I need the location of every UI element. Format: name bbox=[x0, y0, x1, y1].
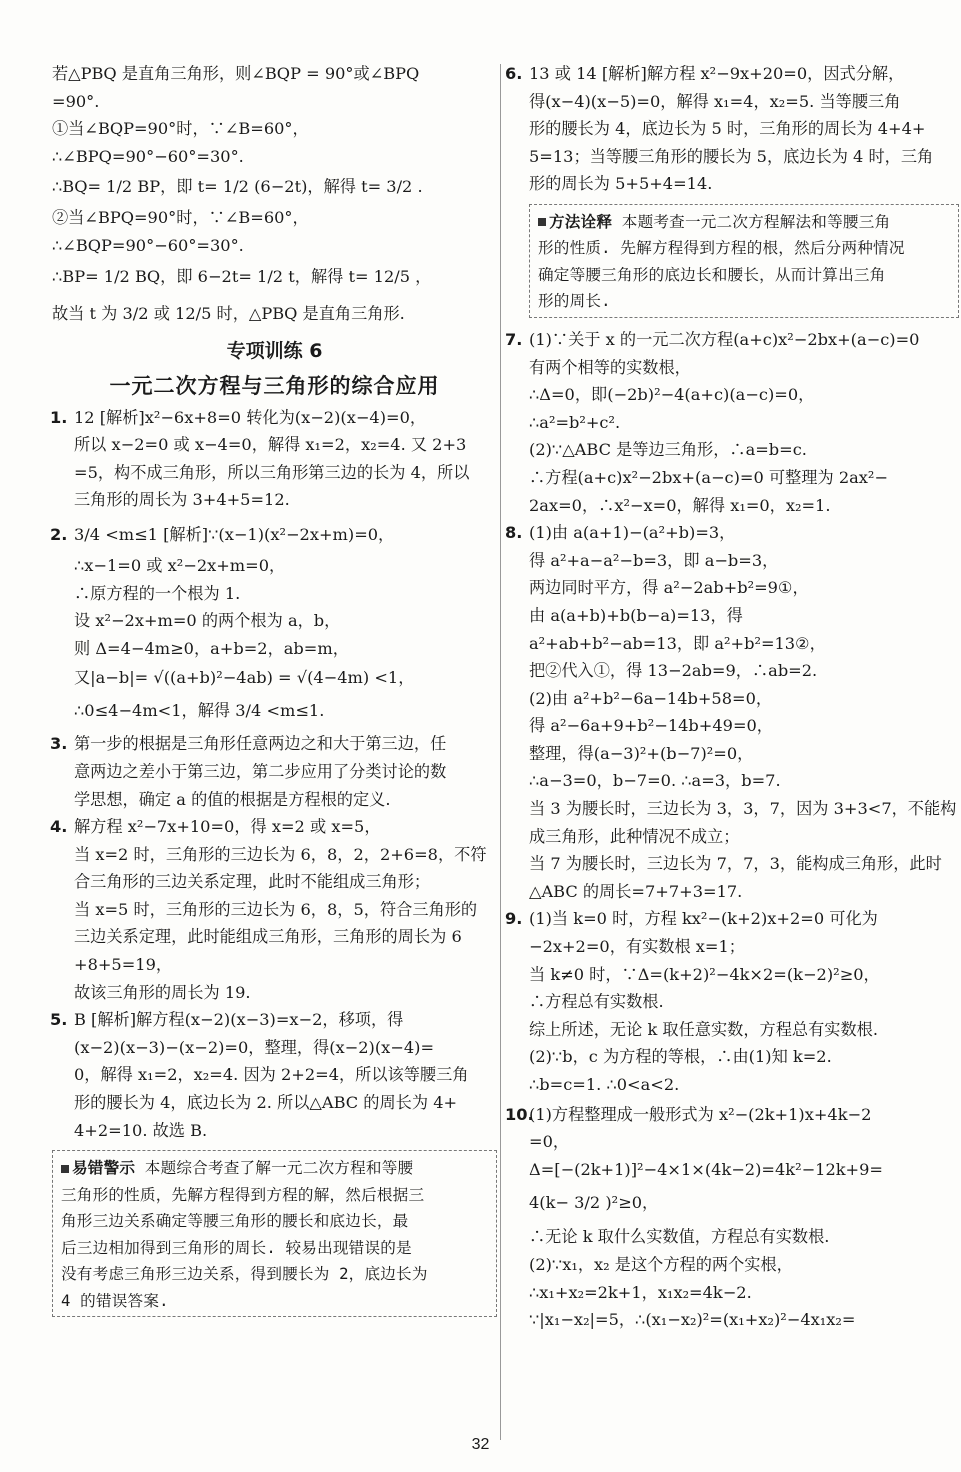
answer-item-3 bbox=[52, 730, 497, 813]
text-line: ∴方程总有实数根. bbox=[529, 992, 664, 1012]
text-line: (2)由 a²+b²−6a−14b+58=0， bbox=[529, 688, 773, 708]
text-line: 4 的错误答案. bbox=[61, 1291, 169, 1310]
text-line: 形的周长为 5+5+4=14. bbox=[529, 174, 713, 194]
text-line: 角形三边关系确定等腰三角形的腰长和底边长，最 bbox=[61, 1212, 409, 1231]
square-bullet-icon bbox=[61, 1165, 69, 1173]
text-line: 三角形的周长为 3+4+5=12. bbox=[74, 490, 290, 510]
section-title: 专项训练 6 bbox=[226, 339, 323, 362]
item-number: 7. bbox=[505, 329, 523, 349]
text-line: 当 x=2 时，三角形的三边长为 6，8，2，2+6=8，不符 bbox=[74, 844, 487, 864]
text-line: B [解析]解方程(x−2)(x−3)=x−2，移项，得 bbox=[74, 1010, 404, 1030]
text-line: 当 3 为腰长时，三边长为 3，3，7，因为 3+3<7，不能构 bbox=[529, 799, 957, 819]
text-line: ∴b=c=1. ∴0<a<2. bbox=[529, 1075, 680, 1094]
text-line: 两边同时平方，得 a²−2ab+b²=9①， bbox=[529, 578, 809, 598]
text-line: (1)方程整理成一般形式为 x²−(2k+1)x+4k−2 bbox=[529, 1104, 872, 1124]
text-line: (2)∵△ABC 是等边三角形，∴a=b=c. bbox=[529, 440, 807, 460]
text-line: 学思想，确定 a 的值的根据是方程根的定义. bbox=[74, 789, 391, 809]
text-line: 得 a²−6a+9+b²−14b+49=0， bbox=[529, 716, 773, 736]
text-line: 当 x=5 时，三角形的三边长为 6，8，5，符合三角形的 bbox=[74, 899, 478, 919]
text-line: 第一步的根据是三角形任意两边之和大于第三边，任 bbox=[74, 734, 447, 754]
box-label: 方法诠释 bbox=[549, 212, 613, 231]
box-label: 易错警示 bbox=[72, 1159, 136, 1178]
text-line: a²+ab+b²−ab=13，即 a²+b²=13②， bbox=[529, 633, 826, 653]
text-line: 形的腰长为 4，底边长为 2. 所以△ABC 的周长为 4+ bbox=[74, 1093, 458, 1113]
text-line: 三角形的性质，先解方程得到方程的解，然后根据三 bbox=[61, 1185, 425, 1204]
text-line: ∴Δ=0，即(−2b)²−4(a+c)(a−c)=0， bbox=[529, 385, 815, 405]
item-number: 2. bbox=[50, 524, 68, 544]
text-line: ∴x₁+x₂=2k+1，x₁x₂=4k−2. bbox=[529, 1282, 752, 1302]
text-line: 得 a²+a−a²−b=3，即 a−b=3， bbox=[529, 550, 779, 570]
text-line: ∴BQ= 1/2 BP，即 t= 1/2 (6−2t)，解得 t= 3/2 . bbox=[52, 177, 423, 197]
intro-solution bbox=[52, 60, 497, 334]
text-line: (1)由 a(a+1)−(a²+b)=3， bbox=[529, 523, 736, 543]
answer-item-7 bbox=[507, 326, 959, 519]
column-divider bbox=[500, 64, 501, 1440]
text-line: 没有考虑三角形三边关系，得到腰长为 2，底边长为 bbox=[61, 1265, 428, 1284]
error-warning-box bbox=[52, 1150, 497, 1317]
text-line: 后三边相加得到三角形的周长. 较易出现错误的是 bbox=[61, 1238, 412, 1257]
text-line: ∵|x₁−x₂|=5，∴(x₁−x₂)²=(x₁+x₂)²−4x₁x₂= bbox=[529, 1310, 856, 1330]
text-line: ∴方程(a+c)x²−2bx+(a−c)=0 可整理为 2ax²− bbox=[529, 467, 888, 487]
text-line: (x−2)(x−3)−(x−2)=0，整理，得(x−2)(x−4)= bbox=[74, 1037, 435, 1057]
text-line: (2)∵x₁，x₂ 是这个方程的两个实根， bbox=[529, 1254, 793, 1274]
item-number: 5. bbox=[50, 1010, 68, 1030]
text-line: (1)当 k=0 时，方程 kx²−(k+2)x+2=0 可化为 bbox=[529, 909, 878, 929]
text-line: 解方程 x²−7x+10=0，得 x=2 或 x=5， bbox=[74, 817, 381, 837]
answer-item-10 bbox=[507, 1101, 959, 1334]
text-line: 由 a(a+b)+b(b−a)=13，得 bbox=[529, 605, 743, 625]
left-column bbox=[52, 60, 497, 1325]
text-line: 4(k− 3/2 )²≥0， bbox=[529, 1193, 659, 1213]
text-line: ∴∠BQP=90°−60°=30°. bbox=[52, 235, 244, 255]
text-line: 若△PBQ 是直角三角形，则∠BQP = 90°或∠BPQ bbox=[52, 64, 420, 83]
right-column bbox=[507, 60, 959, 1334]
item-number: 3. bbox=[50, 734, 68, 754]
page-number: 32 bbox=[471, 1436, 490, 1453]
text-line: 本题综合考查了解一元二次方程和等腰 bbox=[144, 1159, 414, 1178]
answer-item-8 bbox=[507, 519, 959, 905]
answer-item-4 bbox=[52, 813, 497, 1006]
text-line: 当 7 为腰长时，三边长为 7，7，3，能构成三角形，此时 bbox=[529, 854, 942, 874]
item-number: 1. bbox=[50, 407, 68, 427]
text-line: 4+2=10. 故选 B. bbox=[74, 1120, 208, 1140]
text-line: 故该三角形的周长为 19. bbox=[74, 982, 251, 1002]
text-line: 12 [解析]x²−6x+8=0 转化为(x−2)(x−4)=0， bbox=[74, 407, 427, 427]
text-line: 形的腰长为 4，底边长为 5 时，三角形的周长为 4+4+ bbox=[529, 119, 926, 139]
answer-item-1 bbox=[52, 404, 497, 514]
text-line: 5=13；当等腰三角形的腰长为 5，底边长为 4 时，三角 bbox=[529, 146, 934, 166]
text-line: 0，解得 x₁=2，x₂=4. 因为 2+2=4，所以该等腰三角 bbox=[74, 1065, 469, 1085]
text-line: 意两边之差小于第三边，第二步应用了分类讨论的数 bbox=[74, 761, 447, 781]
text-line: 又|a−b|= √((a+b)²−4ab) = √(4−4m) <1， bbox=[74, 668, 415, 688]
text-line: 本题考查一元二次方程解法和等腰三角 bbox=[621, 212, 891, 231]
text-line: 2ax=0，∴x²−x=0，解得 x₁=0，x₂=1. bbox=[529, 495, 831, 515]
answer-item-5 bbox=[52, 1006, 497, 1144]
item-number: 8. bbox=[505, 523, 523, 543]
text-line: ∴a−3=0，b−7=0. ∴a=3，b=7. bbox=[529, 771, 781, 791]
text-line: 所以 x−2=0 或 x−4=0，解得 x₁=2，x₂=4. 又 2+3 bbox=[74, 435, 467, 455]
answer-item-2 bbox=[52, 518, 497, 728]
text-line: ∴0≤4−4m<1，解得 3/4 <m≤1. bbox=[74, 701, 325, 721]
text-line: ∴a²=b²+c². bbox=[529, 412, 621, 432]
text-line: 成三角形，此种情况不成立； bbox=[529, 826, 740, 846]
text-line: 综上所述，无论 k 取任意实数，方程总有实数根. bbox=[529, 1019, 878, 1039]
text-line: 形的周长. bbox=[538, 292, 611, 311]
text-line: 有两个相等的实数根， bbox=[529, 357, 691, 377]
item-number: 9. bbox=[505, 909, 523, 929]
answer-item-9 bbox=[507, 905, 959, 1098]
item-number: 6. bbox=[505, 64, 523, 83]
square-bullet-icon bbox=[538, 218, 546, 226]
text-line: 13 或 14 [解析]解方程 x²−9x+20=0，因式分解， bbox=[529, 64, 905, 83]
text-line: 形的性质. 先解方程得到方程的根，然后分两种情况 bbox=[538, 239, 905, 258]
text-line: 整理，得(a−3)²+(b−7)²=0， bbox=[529, 743, 754, 763]
text-line: =5，构不成三角形，所以三角形第三边的长为 4，所以 bbox=[74, 462, 470, 482]
answer-item-6 bbox=[507, 60, 959, 198]
text-line: △ABC 的周长=7+7+3=17. bbox=[529, 881, 743, 901]
text-line: ∴原方程的一个根为 1. bbox=[74, 583, 241, 603]
text-line: 得(x−4)(x−5)=0，解得 x₁=4，x₂=5. 当等腰三角 bbox=[529, 91, 901, 111]
text-line: 合三角形的三边关系定理，此时不能组成三角形； bbox=[74, 872, 431, 892]
text-line: 故当 t 为 3/2 或 12/5 时，△PBQ 是直角三角形. bbox=[52, 303, 405, 323]
text-line: Δ=[−(2k+1)]²−4×1×(4k−2)=4k²−12k+9= bbox=[529, 1159, 883, 1179]
method-explanation-box bbox=[529, 204, 959, 318]
text-line: 当 k≠0 时，∵Δ=(k+2)²−4k×2=(k−2)²≥0， bbox=[529, 964, 880, 984]
text-line: 则 Δ=4−4m≥0，a+b=2，ab=m， bbox=[74, 638, 349, 658]
text-line: (2)∵b，c 为方程的等根，∴由(1)知 k=2. bbox=[529, 1047, 832, 1067]
text-line: ①当∠BQP=90°时，∵∠B=60°， bbox=[52, 119, 309, 139]
text-line: =0， bbox=[529, 1132, 570, 1152]
text-line: 三边关系定理，此时能组成三角形，三角形的周长为 6 bbox=[74, 927, 462, 947]
item-number: 4. bbox=[50, 817, 68, 837]
section-subtitle: 一元二次方程与三角形的综合应用 bbox=[109, 373, 440, 398]
text-line: 设 x²−2x+m=0 的两个根为 a，b， bbox=[74, 611, 341, 631]
text-line: (1)∵关于 x 的一元二次方程(a+c)x²−2bx+(a−c)=0 bbox=[529, 329, 920, 349]
text-line: 3/4 <m≤1 [解析]∵(x−1)(x²−2x+m)=0， bbox=[74, 524, 395, 544]
text-line: ∴∠BPQ=90°−60°=30°. bbox=[52, 146, 244, 166]
text-line: =90°. bbox=[52, 91, 100, 111]
text-line: ∴BP= 1/2 BQ，即 6−2t= 1/2 t，解得 t= 12/5 ， bbox=[52, 266, 432, 286]
item-number: 10. bbox=[505, 1104, 534, 1124]
text-line: ∴无论 k 取什么实数值，方程总有实数根. bbox=[529, 1227, 830, 1247]
text-line: −2x+2=0，有实数根 x=1； bbox=[529, 937, 745, 957]
text-line: ∴x−1=0 或 x²−2x+m=0， bbox=[74, 555, 286, 575]
text-line: 确定等腰三角形的底边长和腰长，从而计算出三角 bbox=[538, 265, 886, 284]
text-line: 把②代入①，得 13−2ab=9，∴ab=2. bbox=[529, 661, 818, 681]
text-line: +8+5=19， bbox=[74, 955, 173, 975]
text-line: ②当∠BPQ=90°时，∵∠B=60°， bbox=[52, 208, 309, 228]
